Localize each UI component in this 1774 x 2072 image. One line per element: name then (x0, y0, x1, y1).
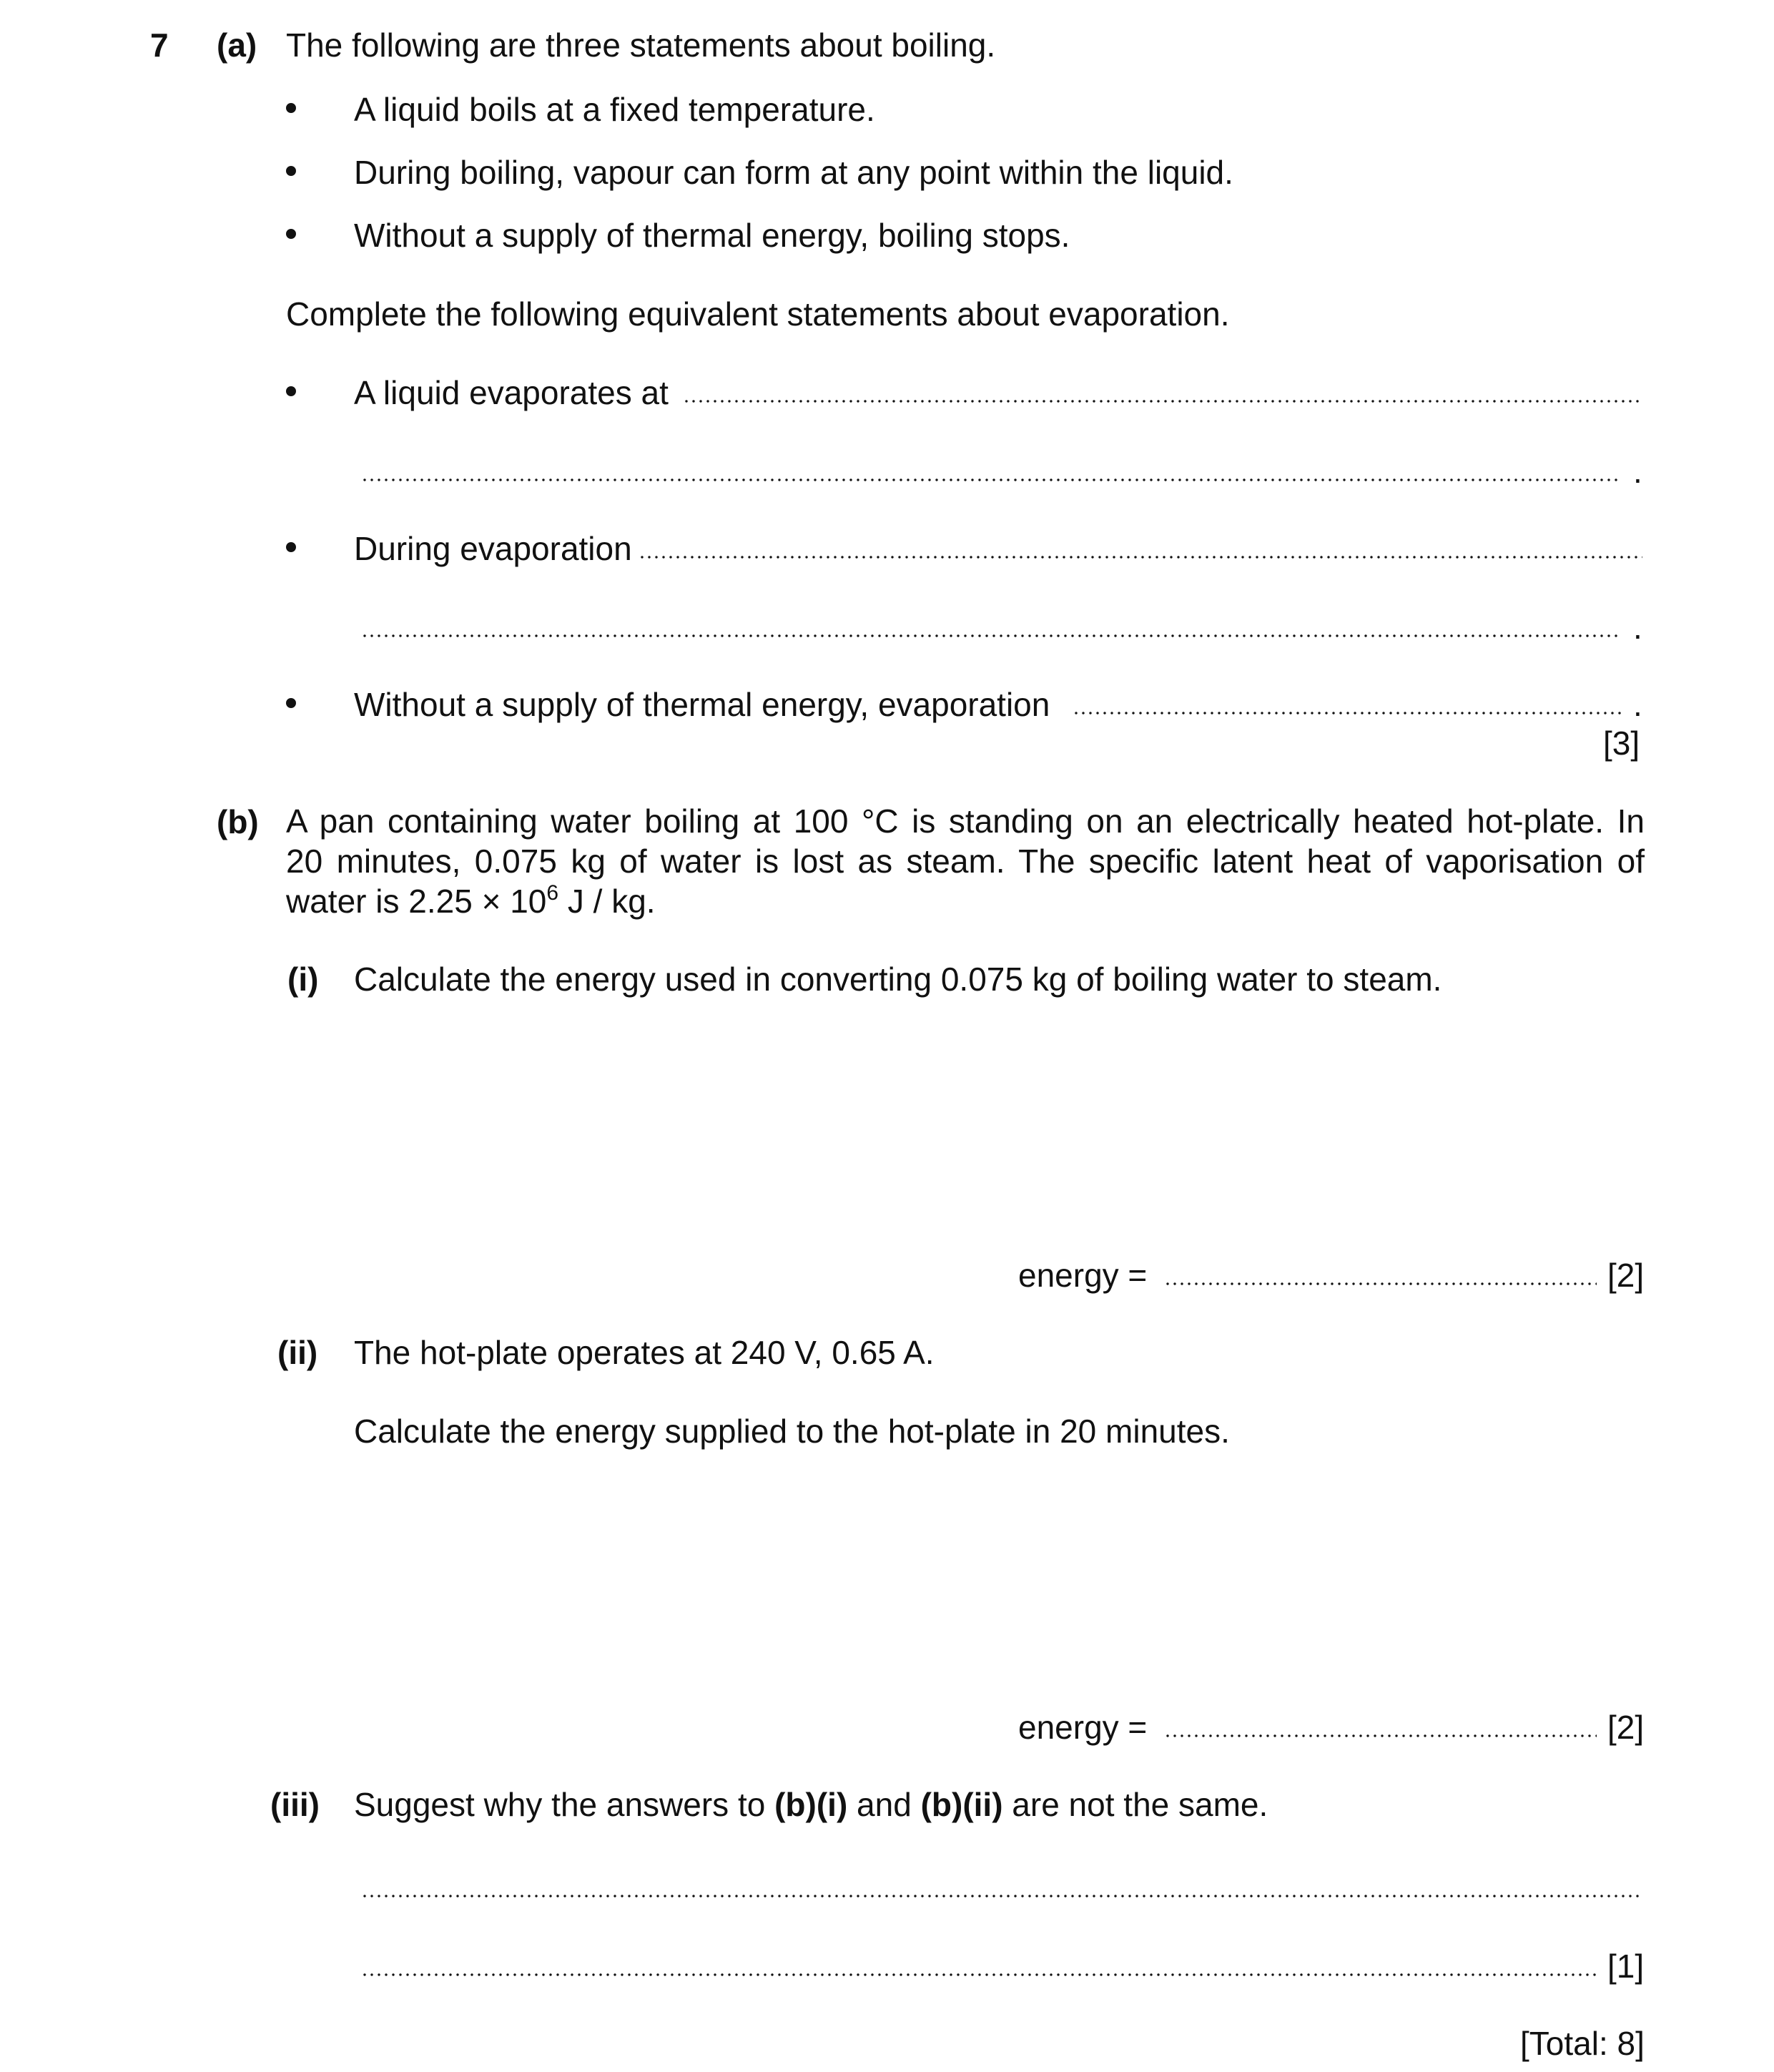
answer-line-evap-3[interactable] (1073, 711, 1621, 715)
answer-line-evap-1a[interactable] (683, 399, 1642, 403)
sub-iii-ref-2: (b)(ii) (920, 1786, 1003, 1823)
part-a-marks: [3] (1603, 725, 1640, 762)
sub-ii-answer-label: energy = (1018, 1709, 1148, 1746)
boiling-statement-1: A liquid boils at a fixed temperature. (354, 91, 875, 128)
sub-ii-marks: [2] (1607, 1709, 1645, 1746)
end-dot: . (1633, 609, 1642, 646)
boiling-statement-2: During boiling, vapour can form at any point within the liquid. (354, 154, 1233, 191)
answer-line-evap-1b[interactable] (361, 478, 1621, 482)
sub-iii-text-pre: Suggest why the answers to (354, 1786, 775, 1823)
part-b-stem (286, 801, 1645, 921)
sub-i-label: (i) (287, 961, 319, 998)
sub-iii-label: (iii) (270, 1786, 320, 1823)
sub-iii-ref-1: (b)(i) (774, 1786, 848, 1823)
answer-line-evap-2b[interactable] (361, 634, 1621, 638)
evaporation-prompt-2: During evaporation (354, 530, 632, 567)
part-b-label: (b) (217, 803, 259, 840)
total-marks: [Total: 8] (1520, 2025, 1645, 2062)
bullet-icon (286, 166, 296, 176)
sub-i-marks: [2] (1607, 1257, 1645, 1294)
sub-iii-answer-line-1[interactable] (361, 1894, 1642, 1898)
evaporation-prompt-1: A liquid evaporates at (354, 374, 669, 411)
end-dot: . (1633, 686, 1642, 723)
part-a-intro: The following are three statements about boiling. (286, 26, 996, 64)
bullet-icon (286, 386, 296, 396)
part-b-stem-line-3 (286, 881, 1645, 921)
sub-ii-text-1: The hot-plate operates at 240 V, 0.65 A. (354, 1334, 935, 1371)
stem-exponent: 6 (546, 881, 559, 905)
sub-iii-answer-line-2[interactable] (361, 1973, 1597, 1977)
sub-ii-label: (ii) (277, 1334, 318, 1371)
sub-iii-text (354, 1788, 1268, 1821)
bullet-icon (286, 229, 296, 239)
end-dot: . (1633, 453, 1642, 490)
evaporation-prompt-3: Without a supply of thermal energy, evaporation (354, 686, 1050, 723)
sub-iii-marks: [1] (1607, 1948, 1645, 1985)
bullet-icon (286, 103, 296, 113)
sub-i-text: Calculate the energy used in converting 0.075 kg of boiling water to steam. (354, 961, 1442, 998)
sub-i-answer-label: energy = (1018, 1257, 1148, 1294)
part-a-instruction: Complete the following equivalent statements about evaporation. (286, 295, 1230, 333)
bullet-icon (286, 542, 296, 552)
sub-ii-answer-line[interactable] (1164, 1734, 1597, 1738)
sub-iii-text-post: are not the same. (1002, 1786, 1268, 1823)
part-a-label: (a) (217, 26, 257, 64)
answer-line-evap-2a[interactable] (639, 555, 1642, 559)
sub-i-answer-line[interactable] (1164, 1282, 1597, 1286)
sub-ii-text-2: Calculate the energy supplied to the hot-plate in 20 minutes. (354, 1413, 1230, 1450)
question-number: 7 (150, 26, 169, 64)
part-b-stem-line-1: A pan containing water boiling at 100 °C is standing on an electrically heated hot-plate. In (286, 802, 1645, 840)
part-b-stem-line-2: 20 minutes, 0.075 kg of water is lost as steam. The specific latent heat of vaporisation of (286, 843, 1645, 880)
stem-line-3-text: water is 2.25 × 10 (286, 883, 547, 920)
bullet-icon (286, 698, 296, 708)
stem-line-3-unit: J / kg. (558, 883, 656, 920)
sub-iii-text-mid: and (847, 1786, 921, 1823)
boiling-statement-3: Without a supply of thermal energy, boiling stops. (354, 217, 1070, 254)
